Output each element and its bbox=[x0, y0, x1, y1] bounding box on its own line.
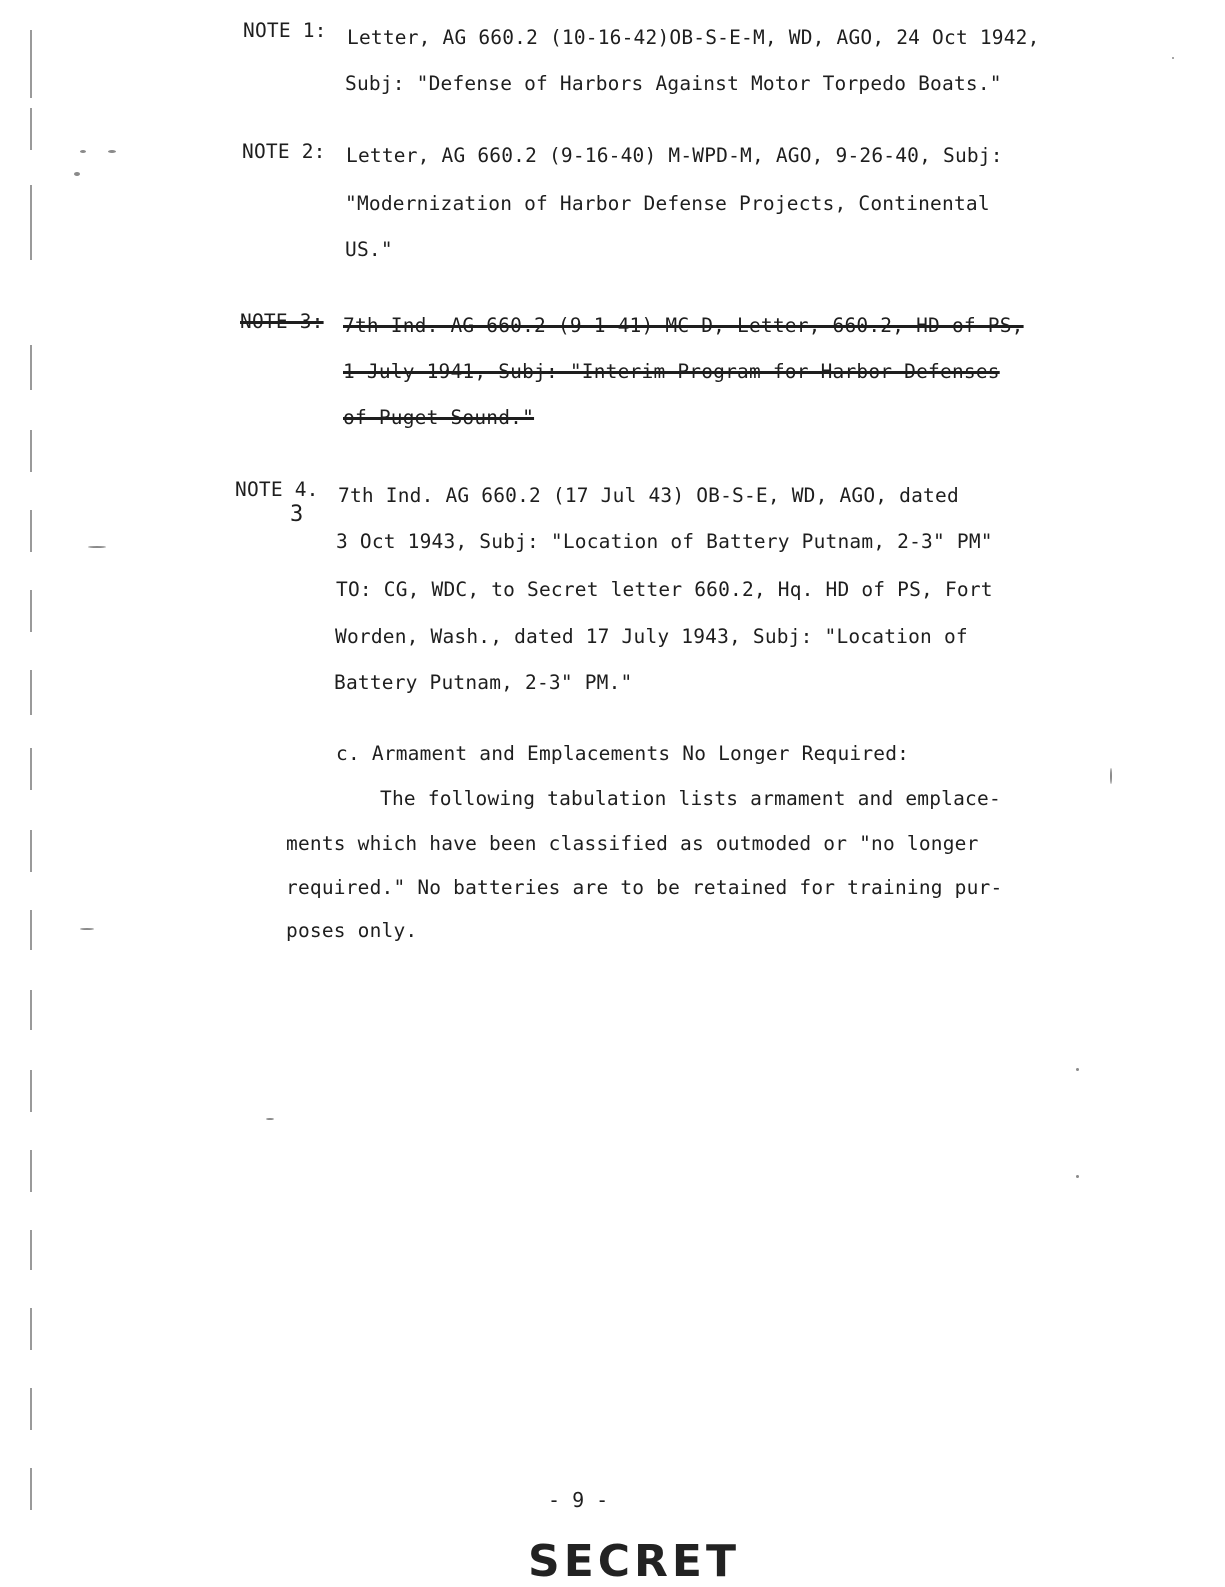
page-number: - 9 - bbox=[548, 1488, 609, 1512]
scan-speck bbox=[74, 172, 80, 176]
note-2-line-3: US." bbox=[345, 238, 393, 261]
scan-speck bbox=[80, 150, 86, 153]
scan-speck bbox=[266, 1118, 274, 1120]
section-c-heading: c. Armament and Emplacements No Longer Required: bbox=[336, 742, 910, 765]
binding-edge-mark bbox=[30, 1468, 32, 1510]
scan-speck bbox=[88, 546, 106, 548]
binding-edge-mark bbox=[30, 1308, 32, 1350]
note-1-label: NOTE 1: bbox=[243, 19, 327, 42]
binding-edge-mark bbox=[30, 830, 32, 872]
binding-edge-mark bbox=[30, 1150, 32, 1192]
scan-speck bbox=[1172, 57, 1174, 59]
binding-edge-mark bbox=[30, 1230, 32, 1270]
note-2-line-1: Letter, AG 660.2 (9-16-40) M-WPD-M, AGO, 9-26-40, Subj: bbox=[346, 144, 1003, 167]
section-c-paragraph-line-3: required." No batteries are to be retained for training pur- bbox=[286, 876, 1003, 899]
note-1-line-2: Subj: "Defense of Harbors Against Motor Torpedo Boats." bbox=[345, 72, 1002, 95]
scan-speck bbox=[1110, 768, 1112, 784]
binding-edge-mark bbox=[30, 990, 32, 1030]
classification-marking: SECRET bbox=[528, 1536, 740, 1587]
note-4-line-2: 3 Oct 1943, Subj: "Location of Battery Putnam, 2-3" PM" bbox=[336, 530, 993, 553]
binding-edge-mark bbox=[30, 910, 32, 950]
note-4-line-3: TO: CG, WDC, to Secret letter 660.2, Hq. HD of PS, Fort bbox=[336, 578, 993, 601]
binding-edge-mark bbox=[30, 748, 32, 790]
note-1-line-1: Letter, AG 660.2 (10-16-42)OB-S-E-M, WD, AGO, 24 Oct 1942, bbox=[347, 26, 1040, 49]
note-3-line-1: 7th Ind. AG 660.2 (9-1-41) MC-D, Letter, 660.2, HD of PS, bbox=[343, 314, 1024, 337]
note-4-label: NOTE 4. bbox=[235, 478, 319, 501]
scan-speck bbox=[80, 928, 94, 930]
binding-edge-mark bbox=[30, 1388, 32, 1430]
note-4-line-5: Battery Putnam, 2-3" PM." bbox=[334, 671, 633, 694]
binding-edge-mark bbox=[30, 1070, 32, 1112]
binding-edge-mark bbox=[30, 430, 32, 472]
binding-edge-mark bbox=[30, 345, 32, 390]
note-4-line-4: Worden, Wash., dated 17 July 1943, Subj: "Location of bbox=[335, 625, 968, 648]
note-3-line-3: of Puget Sound." bbox=[343, 406, 535, 429]
note-4-correction: 3 bbox=[290, 502, 304, 527]
note-2-line-2: "Modernization of Harbor Defense Projects, Continental bbox=[345, 192, 990, 215]
binding-edge-mark bbox=[30, 670, 32, 715]
note-3-line-2: 1 July 1941, Subj: "Interim Program for Harbor Defenses bbox=[343, 360, 1000, 383]
note-4-line-1: 7th Ind. AG 660.2 (17 Jul 43) OB-S-E, WD, AGO, dated bbox=[338, 484, 959, 507]
note-2-label: NOTE 2: bbox=[242, 140, 326, 163]
scan-speck bbox=[1076, 1068, 1079, 1071]
note-3-label: NOTE 3: bbox=[240, 310, 324, 333]
binding-edge-mark bbox=[30, 30, 32, 98]
section-c-paragraph-line-2: ments which have been classified as outmoded or "no longer bbox=[286, 832, 979, 855]
section-c-paragraph-line-4: poses only. bbox=[286, 919, 418, 942]
scan-speck bbox=[1076, 1175, 1079, 1178]
scan-speck bbox=[108, 150, 116, 153]
binding-edge-mark bbox=[30, 185, 32, 260]
binding-edge-mark bbox=[30, 510, 32, 552]
binding-edge-mark bbox=[30, 590, 32, 632]
section-c-paragraph-line-1: The following tabulation lists armament and emplace- bbox=[380, 787, 1001, 810]
binding-edge-mark bbox=[30, 108, 32, 150]
